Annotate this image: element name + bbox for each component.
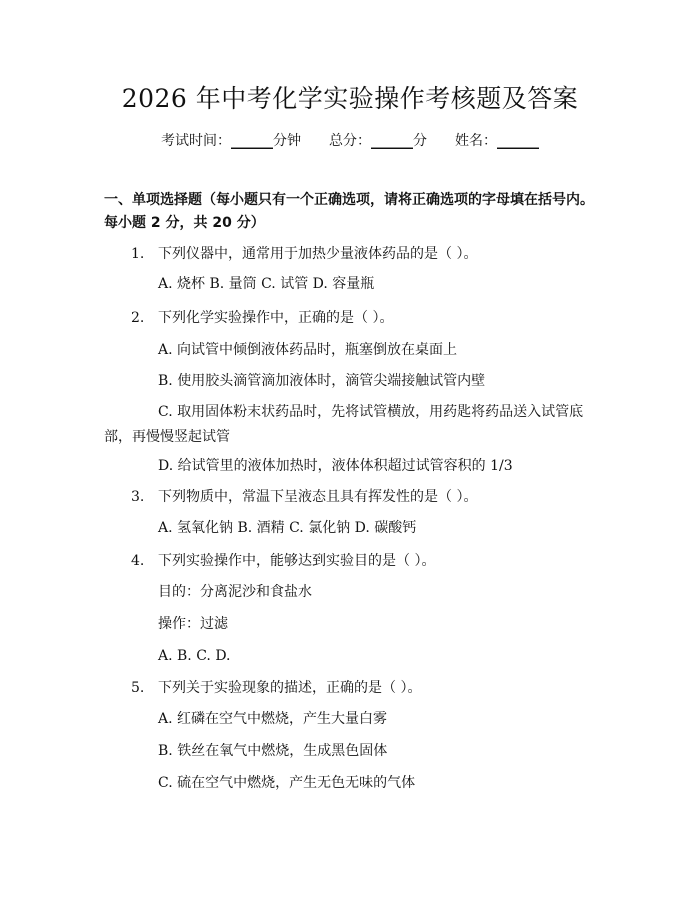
option-line: C. 硫在空气中燃烧，产生无色无味的气体 — [158, 775, 416, 791]
question-number: 4. — [131, 553, 145, 569]
option-line: B. 铁丝在氧气中燃烧，生成黑色固体 — [158, 743, 388, 759]
question-number: 3. — [131, 489, 145, 505]
question-text: 下列仪器中，通常用于加热少量液体药品的是（ ）。 — [158, 246, 478, 262]
name-label: 姓名： — [455, 133, 497, 149]
question-number: 5. — [131, 680, 145, 696]
score-blank: ______ — [371, 133, 413, 149]
question-text: 下列关于实验现象的描述，正确的是（ ）。 — [158, 680, 422, 696]
question-number: 1. — [131, 246, 145, 262]
option-line: A. 红磷在空气中燃烧，产生大量白雾 — [158, 711, 388, 727]
question-text: 下列实验操作中，能够达到实验目的是（ ）。 — [158, 553, 436, 569]
score-unit: 分 — [413, 133, 427, 149]
question-text: 下列化学实验操作中，正确的是（ ）。 — [158, 310, 394, 326]
time-blank: ______ — [231, 133, 273, 149]
question-text: 下列物质中，常温下呈液态且具有挥发性的是（ ）。 — [158, 489, 478, 505]
option-line: C. 取用固体粉末状药品时，先将试管横放，用药匙将药品送入试管底部，再慢慢竖起试管 — [104, 404, 584, 445]
exam-info-line — [0, 131, 700, 151]
option-line: D. 给试管里的液体加热时，液体体积超过试管容积的 1/3 — [158, 458, 513, 474]
time-unit: 分钟 — [273, 133, 301, 149]
option-line: 目的：分离泥沙和食盐水 — [158, 584, 312, 600]
section-heading: 一、单项选择题（每小题只有一个正确选项，请将正确选项的字母填在括号内。每小题 2 分，共 20 分） — [104, 192, 594, 231]
option-line: A. 烧杯 B. 量筒 C. 试管 D. 容量瓶 — [158, 276, 375, 292]
page-title: 2026 年中考化学实验操作考核题及答案 — [121, 84, 579, 113]
time-label: 考试时间： — [161, 133, 231, 149]
option-line: A. 氢氧化钠 B. 酒精 C. 氯化钠 D. 碳酸钙 — [158, 520, 417, 536]
question-number: 2. — [131, 310, 145, 326]
option-line: B. 使用胶头滴管滴加液体时，滴管尖端接触试管内壁 — [158, 373, 486, 389]
score-label: 总分： — [329, 133, 371, 149]
option-line: 操作：过滤 — [158, 616, 228, 632]
name-blank: ______ — [497, 133, 539, 149]
option-line: A. 向试管中倾倒液体药品时，瓶塞倒放在桌面上 — [158, 342, 458, 358]
option-line: A. B. C. D. — [158, 648, 231, 664]
